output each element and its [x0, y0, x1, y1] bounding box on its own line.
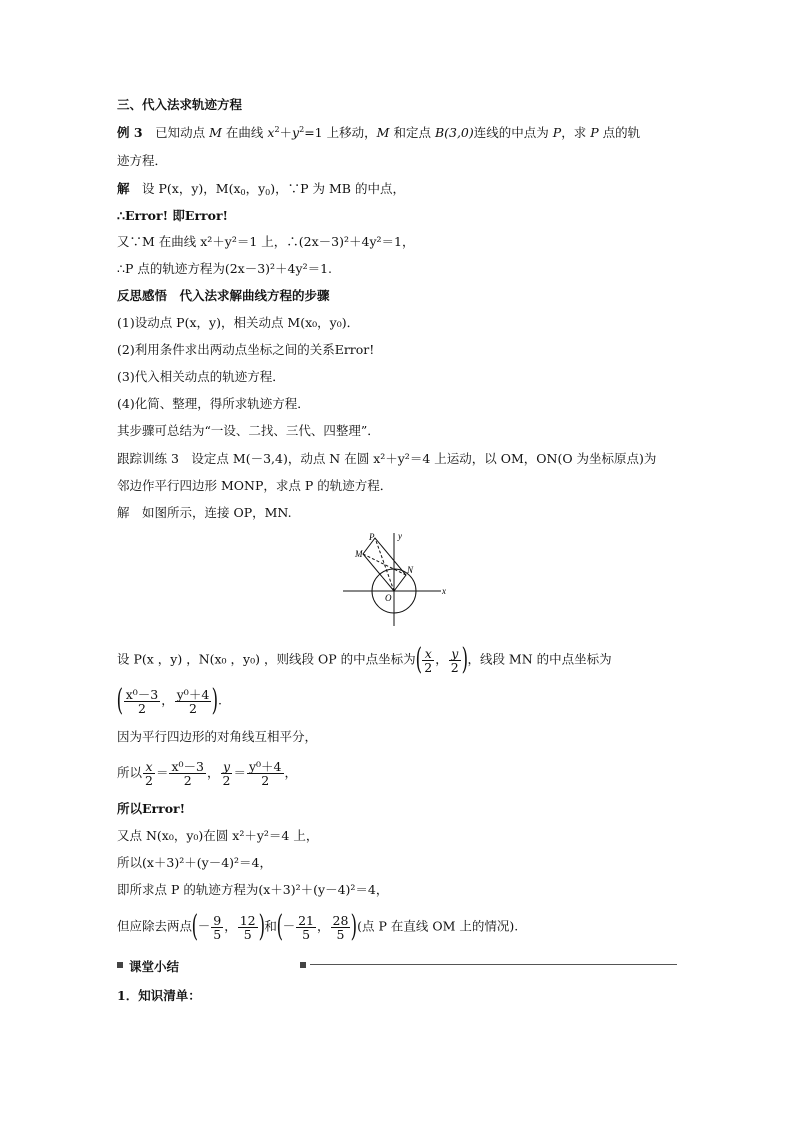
result-line: 即所求点 P 的轨迹方程为(x＋3)²＋(y－4)²＝4， — [117, 882, 389, 897]
divider — [310, 964, 677, 965]
solution-2-line-1: 解 如图所示，连接 OP，MN. — [117, 505, 292, 520]
label-m: M — [355, 549, 363, 559]
substitution-line: 所以(x＋3)²＋(y－4)²＝4， — [117, 855, 272, 870]
solution-1-line-4: ∴P 点的轨迹方程为(2x－3)²＋4y²＝1. — [117, 261, 333, 276]
bullet-square-icon — [300, 962, 306, 968]
mn-midpoint-line: ( $\frac{\text{x⁰－3}}{2}$ ， $\frac{\text{y⁰＋4}}{2}$ ). — [116, 683, 222, 718]
reflection-step-2: (2)利用条件求出两动点坐标之间的关系Error! — [117, 342, 375, 357]
practice-3-line-2: 邻边作平行四边形 MONP，求点 P 的轨迹方程． — [117, 478, 393, 493]
diagonal-op — [375, 538, 394, 591]
label-y: y — [398, 531, 402, 541]
coordinate-figure — [341, 530, 451, 630]
solution-1-line-3: 又∵M 在曲线 x²＋y²＝1 上，∴(2x－3)²＋4y²＝1， — [117, 234, 415, 249]
solution-1-line-1: 解 设 P(x，y)，$M(x_0$，$y_0$)，∵P 为 MB 的中点， — [117, 181, 405, 197]
class-summary-header — [117, 957, 677, 973]
label-n: N — [407, 565, 414, 575]
reflection-title: 反思感悟 代入法求解曲线方程的步骤 — [117, 288, 330, 303]
reflection-step-3: (3)代入相关动点的轨迹方程． — [117, 369, 285, 384]
reflection-summary: 其步骤可总结为“一设、二找、三代、四整理”． — [117, 423, 380, 438]
example-3-line-2: 迹方程． — [117, 153, 168, 168]
solution-1-error-line: ∴Error! 即Error! — [117, 208, 229, 223]
section-title: 三、代入法求轨迹方程 — [117, 97, 243, 112]
soyi-fraction-line: 所以 $\frac{x}{2}$ ＝ $\frac{\text{x⁰－3}}{2}$ ， $\frac{y}{2}$ ＝ $\frac{\text{y⁰＋4}}{2}$ ， — [117, 759, 298, 788]
class-summary-title: 课堂小结 — [129, 959, 180, 974]
diagonal-mn — [363, 554, 406, 575]
diagonal-bisect-line: 因为平行四边形的对角线互相平分， — [117, 729, 318, 744]
reflection-step-4: (4)化简、整理，得所求轨迹方程． — [117, 396, 310, 411]
reflection-step-1: (1)设动点 P(x，y)，相关动点 M(x₀，y₀)． — [117, 315, 360, 330]
point-n-on-circle: 又点 N(x₀，y₀)在圆 x²＋y²＝4 上， — [117, 828, 319, 843]
parallelogram-monp — [363, 538, 406, 591]
soyi-error-line: 所以Error! — [117, 801, 186, 816]
knowledge-list-item: 1．知识清单： — [117, 988, 201, 1003]
practice-3-line-1: 跟踪训练 3 设定点 M(－3,4)，动点 N 在圆 x²＋y²＝4 上运动，以 OM，ON(O 为坐标原点)为 — [117, 451, 657, 466]
except-points-line: 但应除去两点(－ $\frac{9}{5}$ ， $\frac{12}{5}$ )和(－ $\frac{21}{5}$ ， $\frac{28}{5}$ )(点 P 在直线 OM 上的情况). — [117, 909, 519, 944]
midpoint-line: 设 P(x ，y) ，N(x₀ ，y₀) ，则线段 OP 的中点坐标为( $\frac{x}{2}$ ， $\frac{y}{2}$ )，线段 MN 的中点坐标为 — [117, 642, 612, 677]
label-o: O — [385, 593, 392, 603]
label-p: P — [369, 532, 375, 542]
label-x: x — [442, 586, 446, 596]
bullet-square-icon — [117, 962, 123, 968]
example-3-line-1: 例 3 已知动点 M 在曲线 $x^2+y^2=1$ 上移动，M 和定点 B(3,0)连线的中点为 P，求 P 点的轨 — [117, 125, 641, 140]
